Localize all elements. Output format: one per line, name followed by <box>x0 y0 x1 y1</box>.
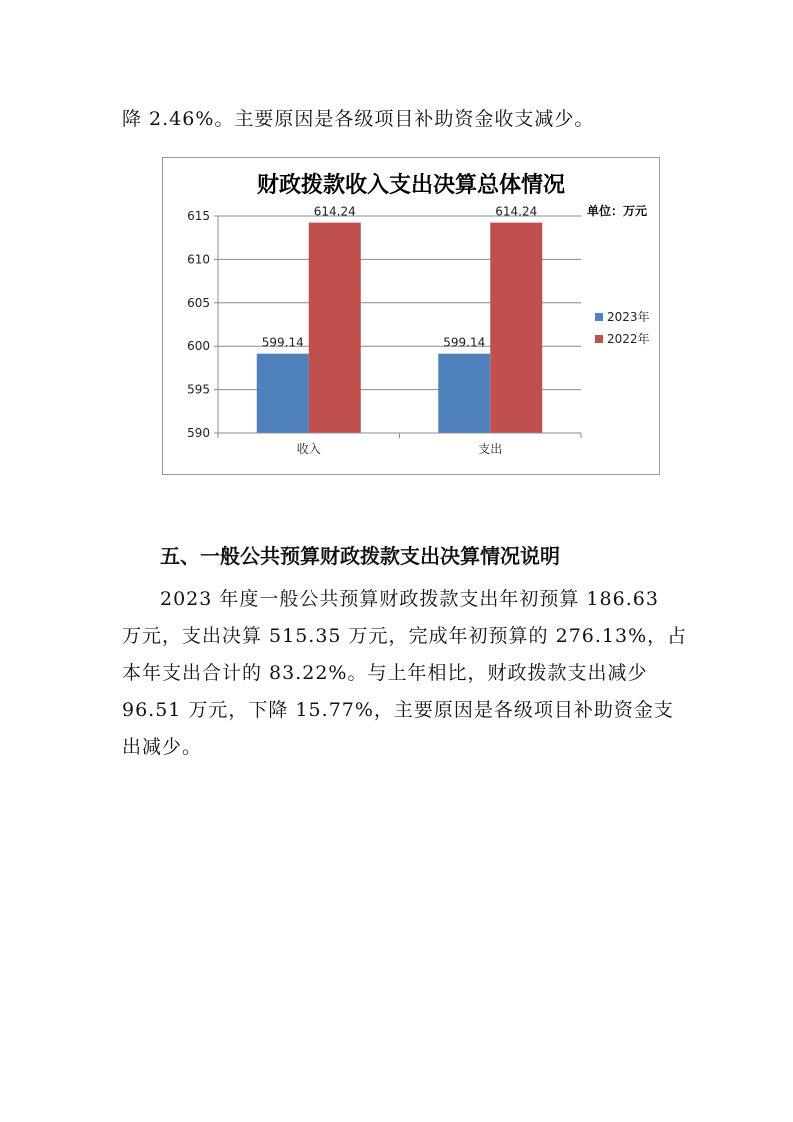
para-line-3: 本年支出合计的 83.22%。与上年相比，财政拨款支出减少 <box>122 662 648 684</box>
y-tick-label-2: 600 <box>187 339 210 354</box>
legend-label-1: 2022年 <box>607 332 650 346</box>
para-line-5: 出减少。 <box>122 736 203 758</box>
y-tick-label-3: 605 <box>187 295 210 310</box>
chart-title: 财政拨款收入支出决算总体情况 <box>256 173 566 198</box>
y-tick-label-4: 610 <box>187 252 210 267</box>
bar-0-1 <box>438 354 490 433</box>
legend-swatch-1 <box>595 335 603 343</box>
y-tick-label-0: 590 <box>187 426 210 440</box>
x-tick-label-0: 收入 <box>296 442 321 456</box>
y-tick-label-5: 615 <box>187 209 210 223</box>
data-label-0-0: 599.14 <box>261 335 304 350</box>
section-heading: 五、一般公共预算财政拨款支出决算情况说明 <box>160 544 560 568</box>
legend-swatch-0 <box>595 313 603 321</box>
para-line-2: 万元，支出决算 515.35 万元，完成年初预算的 276.13%，占 <box>122 625 688 647</box>
bar-0-0 <box>257 354 309 433</box>
y-tick-label-1: 595 <box>187 382 210 397</box>
data-label-0-1: 599.14 <box>443 335 486 350</box>
data-label-1-1: 614.24 <box>495 204 538 219</box>
legend-label-0: 2023年 <box>607 310 650 324</box>
bar-1-1 <box>490 223 542 433</box>
bar-1-0 <box>309 223 361 433</box>
data-label-1-0: 614.24 <box>313 204 356 219</box>
para-line-4: 96.51 万元，下降 15.77%，主要原因是各级项目补助资金支 <box>122 699 674 721</box>
bar-chart <box>162 157 660 475</box>
chart-svg <box>163 158 659 474</box>
para-line-1: 2023 年度一般公共预算财政拨款支出年初预算 186.63 <box>160 588 659 610</box>
intro-line: 降 2.46%。主要原因是各级项目补助资金收支减少。 <box>122 108 595 130</box>
x-tick-label-1: 支出 <box>478 442 503 456</box>
chart-unit-label: 单位：万元 <box>587 204 648 218</box>
